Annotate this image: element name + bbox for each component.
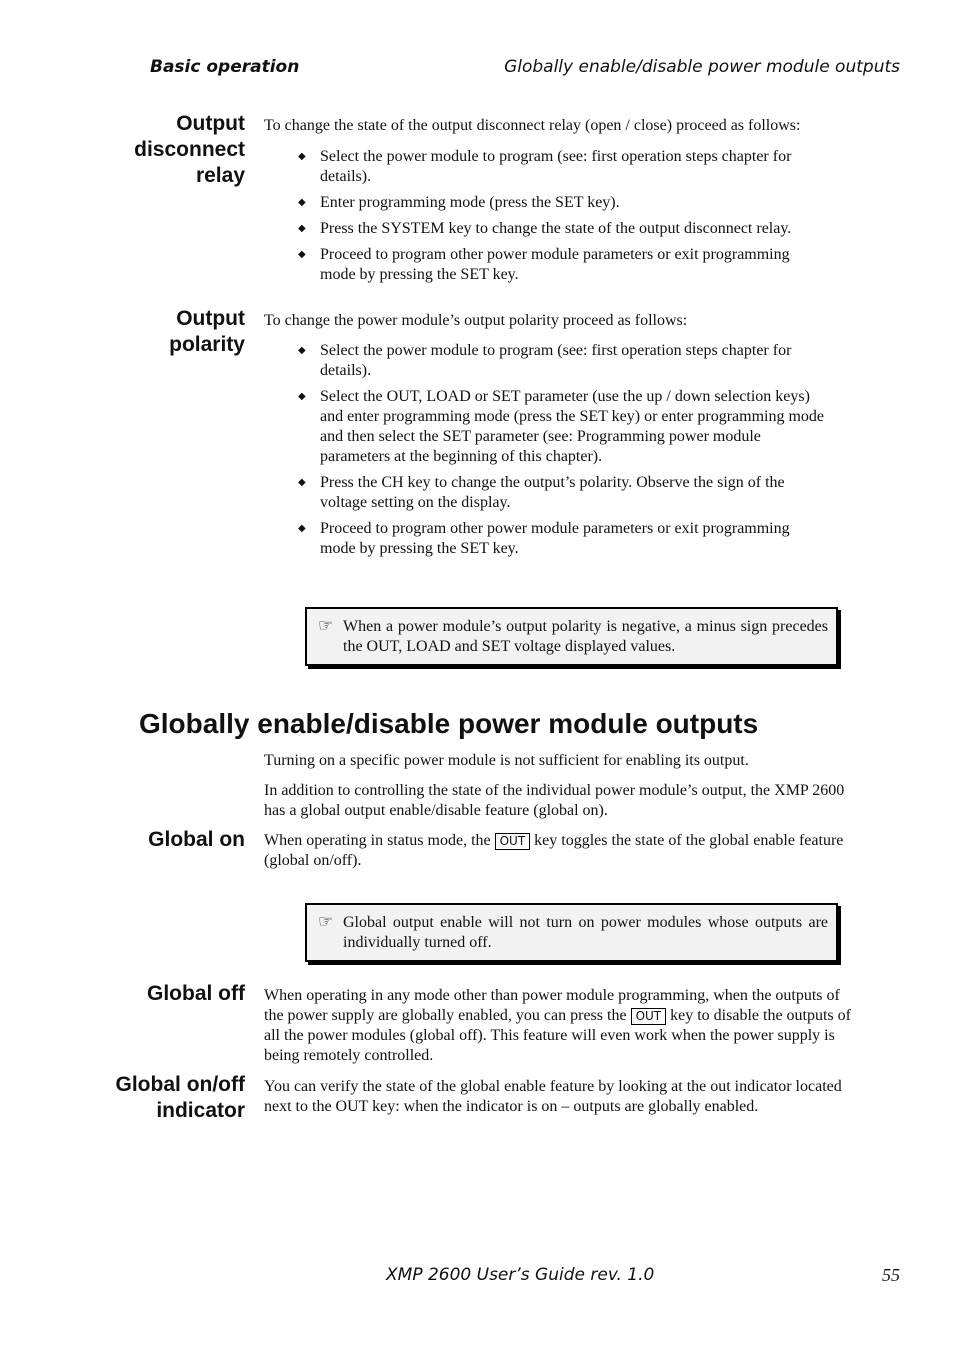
heading-global-on: Global on <box>148 828 245 851</box>
list-item-text: Press the CH key to change the output’s polarity. Observe the sign of the voltage setting on the display. <box>320 474 785 511</box>
list-item-text: Proceed to program other power module parameters or exit programming mode by pressing the SET key. <box>320 246 790 283</box>
text-run: When operating in any mode other than power module programming, when the outputs of the power supply are globally enabled, you can press the <box>264 987 840 1024</box>
diamond-bullet-icon: ◆ <box>298 249 306 260</box>
heading-line: indicator <box>156 1099 245 1122</box>
out-key-label: OUT <box>631 1008 667 1025</box>
footer-guide-title: XMP 2600 User’s Guide rev. 1.0 <box>386 1265 655 1285</box>
heading-line: disconnect <box>134 138 245 161</box>
heading-line: polarity <box>169 333 245 356</box>
heading-line: relay <box>195 164 245 187</box>
diamond-bullet-icon: ◆ <box>298 197 306 208</box>
paragraph: In addition to controlling the state of the individual power module’s output, the XMP 2600 has a global output enable/disable feature (global on). <box>264 782 845 819</box>
heading-global-off: Global off <box>147 982 245 1005</box>
running-header-title: Globally enable/disable power module outputs <box>504 57 900 77</box>
list-item <box>298 387 828 467</box>
paragraph: You can verify the state of the global enable feature by looking at the out indicator located next to the OUT key: when the indicator is on – outputs are globally enabled. <box>264 1078 842 1115</box>
list-item-text: Select the power module to program (see: first operation steps chapter for details). <box>320 342 792 379</box>
heading-line: Output <box>176 112 245 135</box>
list-item-text: Select the power module to program (see: first operation steps chapter for details). <box>320 148 792 185</box>
list-item <box>298 519 828 559</box>
polarity-intro <box>264 311 859 331</box>
heading-global-indicator <box>60 1072 245 1124</box>
paragraph <box>264 986 859 1066</box>
diamond-bullet-icon: ◆ <box>298 223 306 234</box>
heading-line: Output <box>176 307 245 330</box>
page-number: 55 <box>882 1265 900 1285</box>
list-item-text: Press the SYSTEM key to change the state of the output disconnect relay. <box>320 220 792 237</box>
global-indicator-text <box>264 1077 859 1117</box>
relay-steps-list <box>298 147 828 291</box>
list-item <box>298 219 828 239</box>
list-item <box>298 341 828 381</box>
global-off-text <box>264 986 859 1066</box>
diamond-bullet-icon: ◆ <box>298 345 306 356</box>
global-intro <box>264 751 859 821</box>
out-key-label: OUT <box>495 833 531 850</box>
relay-intro-text: To change the state of the output disconnect relay (open / close) proceed as follows: <box>264 117 801 134</box>
list-item-text: Select the OUT, LOAD or SET parameter (use the up / down selection keys) and enter programming mode (press the SET key) or enter programming mode and then select the SET parameter (see: Programming power module parameters at the beginning of this chapter). <box>320 388 825 465</box>
pointing-hand-icon: ☞ <box>318 912 334 931</box>
note-text: When a power module’s output polarity is negative, a minus sign precedes the OUT, LOAD and SET voltage displayed values. <box>343 618 828 655</box>
text-run: key toggles the state of the global enable feature (global on/off). <box>264 832 844 869</box>
diamond-bullet-icon: ◆ <box>298 523 306 534</box>
polarity-note-box <box>305 607 838 666</box>
running-header-section: Basic operation <box>150 57 300 77</box>
diamond-bullet-icon: ◆ <box>298 391 306 402</box>
text-run: When operating in status mode, the <box>264 832 495 849</box>
pointing-hand-icon: ☞ <box>318 616 334 635</box>
list-item-text: Enter programming mode (press the SET key). <box>320 194 620 211</box>
list-item <box>298 245 828 285</box>
polarity-intro-text: To change the power module’s output polarity proceed as follows: <box>264 312 688 329</box>
heading-output-disconnect-relay <box>60 111 245 189</box>
section-title: Globally enable/disable power module outputs <box>139 708 759 739</box>
list-item-text: Proceed to program other power module parameters or exit programming mode by pressing the SET key. <box>320 520 790 557</box>
list-item <box>298 473 828 513</box>
heading-output-polarity <box>60 306 245 358</box>
note-text: Global output enable will not turn on power modules whose outputs are individually turned off. <box>343 914 828 951</box>
list-item <box>298 147 828 187</box>
paragraph: Turning on a specific power module is not sufficient for enabling its output. <box>264 752 749 769</box>
list-item <box>298 193 828 213</box>
text-run: key to disable the outputs of all the power modules (global off). This feature will even work when the power supply is being remotely controlled. <box>264 1007 851 1064</box>
heading-line: Global on/off <box>115 1073 245 1096</box>
relay-intro <box>264 116 859 136</box>
polarity-steps-list <box>298 341 828 565</box>
global-on-text <box>264 831 859 871</box>
paragraph <box>264 831 859 871</box>
diamond-bullet-icon: ◆ <box>298 477 306 488</box>
diamond-bullet-icon: ◆ <box>298 151 306 162</box>
global-note-box <box>305 903 838 962</box>
